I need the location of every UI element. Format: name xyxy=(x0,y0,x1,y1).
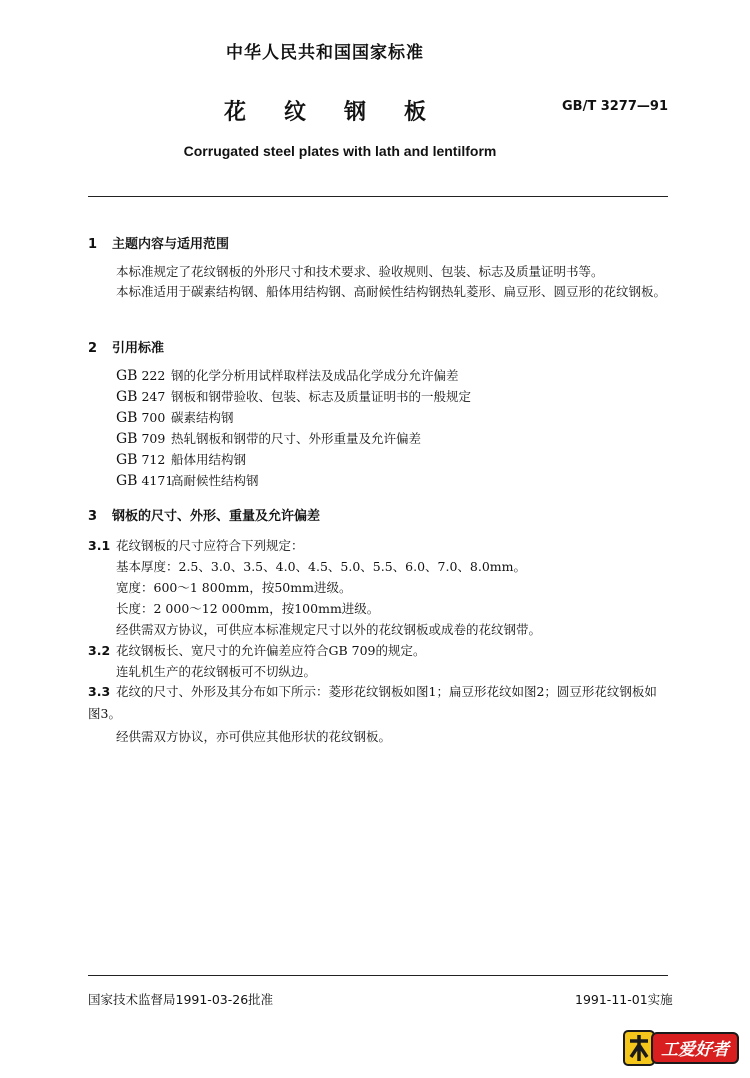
clause-3-1-note: 经供需双方协议，可供应本标准规定尺寸以外的花纹钢板或成卷的花纹钢带。 xyxy=(116,622,542,637)
clause-3-3-note: 经供需双方协议，亦可供应其他形状的花纹钢板。 xyxy=(116,729,392,744)
document-title: 花纹钢板 xyxy=(223,100,464,125)
clause-text: 花纹的尺寸、外形及其分布如下所示：菱形花纹钢板如图1；扁豆形花纹如图2；圆豆形花纹钢板如图3。 xyxy=(88,684,657,721)
referenced-standard xyxy=(116,450,246,468)
standard-title: 高耐候性结构钢 xyxy=(171,473,259,488)
header-divider xyxy=(88,196,668,197)
standard-number: 709 xyxy=(141,431,166,446)
standard-number: 222 xyxy=(141,368,166,383)
length-spec: 长度：2 000～12 000mm，按100mm进级。 xyxy=(116,601,380,616)
standard-organization: 中华人民共和国国家标准 xyxy=(226,43,424,63)
watermark-graphic xyxy=(622,1025,740,1069)
standard-title: 钢的化学分析用试样取样法及成品化学成分允许偏差 xyxy=(171,368,459,383)
section-title: 钢板的尺寸、外形、重量及允许偏差 xyxy=(112,509,321,524)
clause-number: 3.1 xyxy=(88,538,111,553)
section-number: 1 xyxy=(88,237,98,252)
section-title: 引用标准 xyxy=(112,341,165,356)
section-1-paragraph-2: 本标准适用于碳素结构钢、船体用结构钢、高耐候性结构钢热轧菱形、扁豆形、圆豆形的花纹钢板。 xyxy=(116,284,667,299)
clause-3-3 xyxy=(88,681,668,725)
clause-text: 花纹钢板的尺寸应符合下列规定： xyxy=(116,538,304,553)
section-number: 3 xyxy=(88,509,98,524)
section-title: 主题内容与适用范围 xyxy=(112,237,230,252)
thickness-spec: 基本厚度：2.5、3.0、3.5、4.0、4.5、5.0、5.5、6.0、7.0、8.0mm。 xyxy=(116,559,526,574)
standard-prefix: GB xyxy=(116,452,138,468)
standard-number: 712 xyxy=(141,452,166,467)
width-spec: 宽度：600～1 800mm，按50mm进级。 xyxy=(116,580,352,595)
standard-prefix: GB xyxy=(116,473,138,489)
clause-number: 3.3 xyxy=(88,684,111,699)
clause-3-2-note: 连轧机生产的花纹钢板可不切纵边。 xyxy=(116,664,317,679)
standard-prefix: GB xyxy=(116,368,138,384)
standard-title: 船体用结构钢 xyxy=(171,452,247,467)
clause-3-2 xyxy=(88,641,426,659)
referenced-standard xyxy=(116,408,234,426)
clause-3-1 xyxy=(88,536,304,554)
standard-prefix: GB xyxy=(116,389,138,405)
watermark-logo xyxy=(622,1025,740,1069)
standard-number: 247 xyxy=(141,389,166,404)
referenced-standard xyxy=(116,366,459,384)
section-3-heading xyxy=(88,505,320,524)
standard-title: 碳素结构钢 xyxy=(171,410,234,425)
referenced-standard xyxy=(116,429,421,447)
standard-title: 热轧钢板和钢带的尺寸、外形重量及允许偏差 xyxy=(171,431,422,446)
standard-number: 700 xyxy=(141,410,166,425)
clause-number: 3.2 xyxy=(88,643,111,658)
referenced-standard xyxy=(116,387,471,405)
effective-date: 1991-11-01实施 xyxy=(575,992,673,1007)
footer-divider xyxy=(88,975,668,976)
standard-prefix: GB xyxy=(116,431,138,447)
section-number: 2 xyxy=(88,341,98,356)
standard-title: 钢板和钢带验收、包装、标志及质量证明书的一般规定 xyxy=(171,389,472,404)
standard-number: 4171 xyxy=(141,473,174,488)
clause-text: 花纹钢板长、宽尺寸的允许偏差应符合GB 709的规定。 xyxy=(116,643,426,658)
english-title: Corrugated steel plates with lath and lentilform xyxy=(183,143,497,159)
referenced-standard xyxy=(116,471,259,489)
section-1-paragraph-1: 本标准规定了花纹钢板的外形尺寸和技术要求、验收规则、包装、标志及质量证明书等。 xyxy=(116,264,604,279)
watermark-text: 工爱好者 xyxy=(661,1040,729,1060)
approval-date: 国家技术监督局1991-03-26批准 xyxy=(88,992,274,1007)
standard-code: GB/T 3277—91 xyxy=(562,99,668,114)
standard-prefix: GB xyxy=(116,410,138,426)
section-1-heading xyxy=(88,233,229,252)
section-2-heading xyxy=(88,337,164,356)
